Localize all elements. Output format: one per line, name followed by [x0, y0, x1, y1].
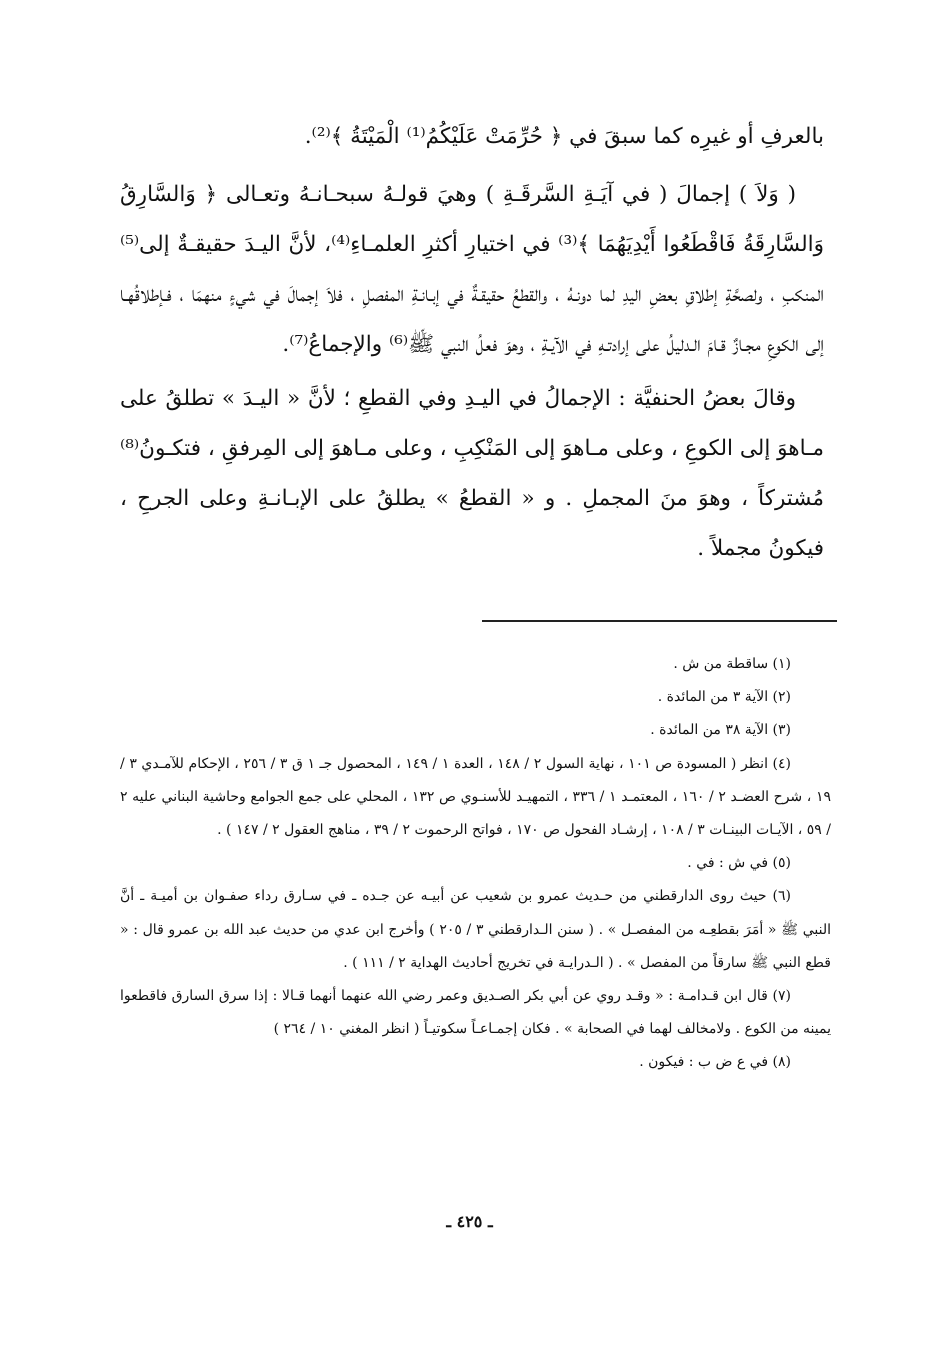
- footnote: (٣) الآية ٣٨ من المائدة .: [650, 722, 791, 739]
- footnote: (٤) انظر ( المسودة ص ١٠١ ، نهاية السول ٢ / ١٤٨ ، العدة ١ / ١٤٩ ، المحصول جـ ١ ق ٣ / ٢٥٦ ، الإحكام للآمـدي ٣ / ١٩ ، شرح العضـد ٢ / ١٦٠ ، المعتمـد ١ / ٣٣٦ ، التمهيـد للأسنـوي ص ١٣٢ ، المحلي على جمع الجوامع وحاشية البناني عليه ٢ / ٥٩ ، الآيـات البينـات ٣ / ١٠٨ ، إرشـاد الفحول ص ١٧٠ ، فواتح الرحموت ٢ / ٣٩ ، مناهج العقول ٢ / ١٤٧ ) .: [120, 755, 832, 839]
- footnote: (٢) الآية ٣ من المائدة .: [657, 689, 791, 706]
- footnote: (٦) حيث روى الدارقطني من حـديث عمرو بن شعيب عن أبيـه عن جـده ـ في سـارق رداء صفـوان بن أميـة ـ أنَّ النبي ﷺ « أمَرَ بقطعِـه من المفصـل » . ( سنن الـدارقطني ٣ / ٢٠٥ ) وأخرج ابن عدي من حديث عبد الله بن عمرو قال : « قطع النبي ﷺ سارقاً من المفصل » . ( الـدرايـة في تخريج أحاديث الهداية ٢ / ١١١ ) .: [120, 888, 831, 971]
- footnote-divider: [482, 620, 837, 622]
- footnote: (٥) في ش : في .: [687, 855, 791, 872]
- footnotes: [120, 648, 831, 1080]
- paragraph: بالعرفِ أو غيرِه كما سبقَ في ﴿ حُرِّمَتْ عَلَيْكُمُ⁽¹⁾ الْمَيْتَةُ ﴾⁽²⁾.: [304, 124, 824, 149]
- paragraph: وقالَ بعضُ الحنفيَّة : الإجمالُ في اليـدِ وفي القطعِ ؛ لأنَّ « اليـدَ » تطلقُ على مـاهوَ إلى الكوعِ ، وعلى مـاهوَ إلى المَنْكِبِ ، وعلى مـاهوَ إلى المِرفقِ ، فتكـونُ⁽⁸⁾ مُشتركاً ، وهوَ منَ المجملِ . و « القطعُ » يطلقُ على الإبـانـةِ وعلى الجرحِ ، فيكونُ مجملاً .: [120, 386, 824, 561]
- page-number: ـ ٤٢٥ ـ: [446, 1212, 493, 1231]
- footnote: (١) ساقطة من ش .: [673, 656, 791, 672]
- footnote: (٨) في ع ض ب : فيكون .: [639, 1054, 791, 1071]
- main-text: [120, 112, 824, 578]
- paragraph: ( وَلاَ ) إجمالَ ( في آيَـةِ السَّرقَـةِ ) وهيَ قولـهُ سبحـانـهُ وتعـالى ﴿ وَالسَّارِقُ وَالسَّارِقَةُ فَاقْطَعُوا أَيْدِيَهُمَا ﴾⁽³⁾ في اختيارِ أكثرِ العلمـاءِ⁽⁴⁾، لأنَّ اليـدَ حقيقـةٌ إلى⁽⁵⁾ المنكبِ ، ولصحَّةِ إطلاقِ بعضِ اليدِ لما دونـهُ ، والقطعُ حقيقـةٌ في إبـانـةِ المفصلِ ، فلاَ إجمالَ في شيءٍ منهمَا ، فـإطلاقُهـا إلى الكوعِ مجـازٌ قـامَ الـدليلُ على إرادتـهِ في الآيـةِ ، وهوَ فعلُ النبي ﷺ⁽⁶⁾ والإجماعُ⁽⁷⁾.: [120, 182, 824, 357]
- footnote: (٧) قال ابن قـدامـة : « وقـد روي عن أبي بكر الصـديق وعمر رضي الله عنهما أنهما قـالا : إذا سرق السارق فاقطعوا يمينه من الكوع . ولامخالف لهما في الصحابة » . فكان إجمـاعـاً سكوتيـاً ( انظر المغني ١٠ / ٢٦٤ ): [120, 988, 831, 1038]
